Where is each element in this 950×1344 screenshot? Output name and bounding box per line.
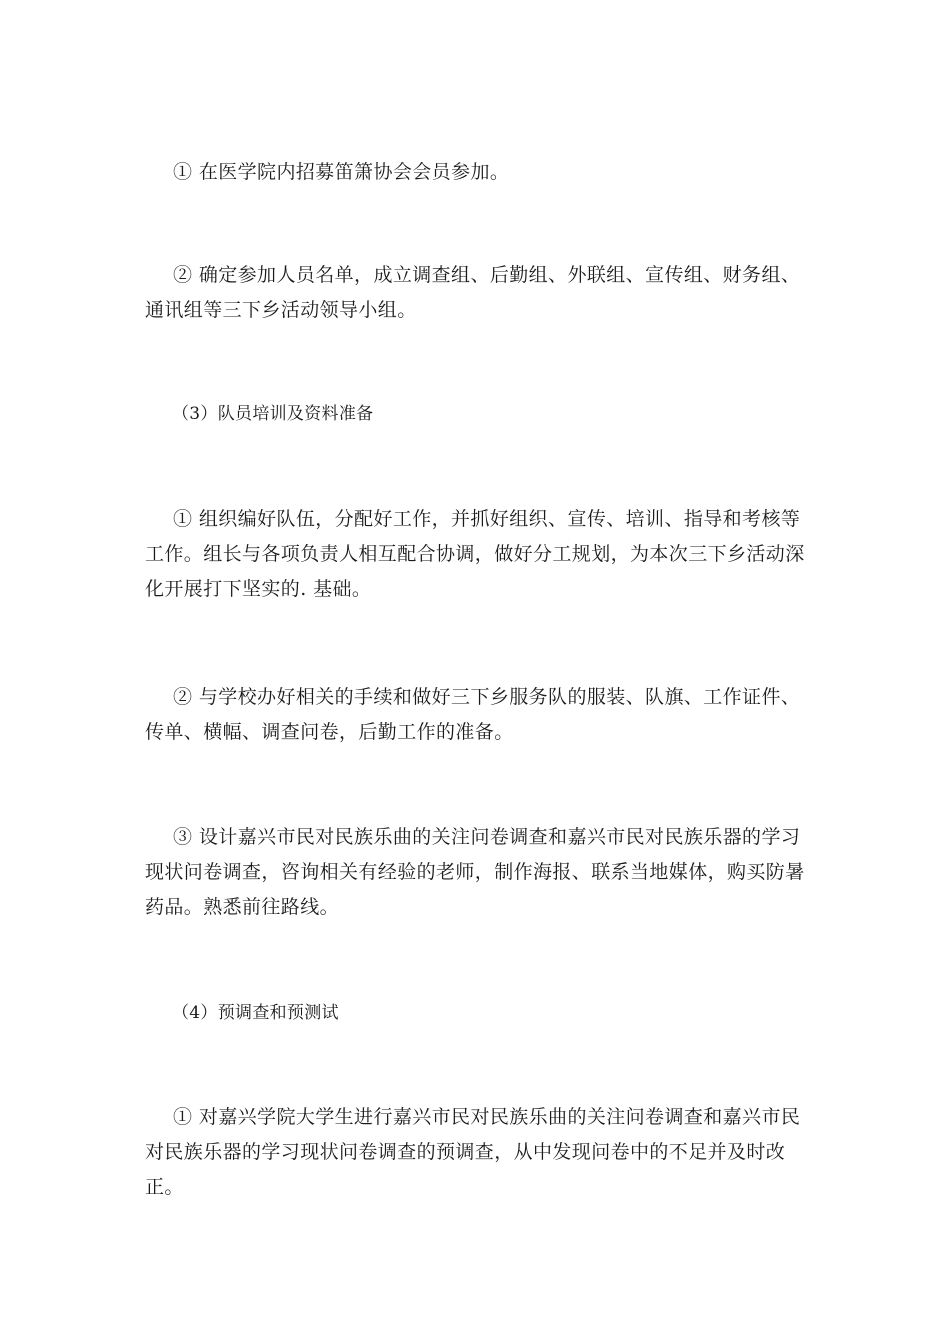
- paragraph-pre-survey: ① 对嘉兴学院大学生进行嘉兴市民对民族乐曲的关注问卷调查和嘉兴市民对民族乐器的学习现状问卷调查的预调查，从中发现问卷中的不足并及时改正。: [145, 1106, 801, 1198]
- paragraph-organize-team: ① 组织编好队伍，分配好工作，并抓好组织、宣传、培训、指导和考核等工作。组长与各项负责人相互配合协调，做好分工规划，为本次三下乡活动深化开展打下坚实的. 基础。: [145, 508, 805, 600]
- paragraph-form-groups: ② 确定参加人员名单，成立调查组、后勤组、外联组、宣传组、财务组、通讯组等三下乡活动领导小组。: [145, 264, 801, 321]
- paragraph-design-survey: ③ 设计嘉兴市民对民族乐曲的关注问卷调查和嘉兴市民对民族乐器的学习现状问卷调查，咨询相关有经验的老师，制作海报、联系当地媒体，购买防暑药品。熟悉前往路线。: [145, 826, 805, 918]
- paragraph-recruit-members: ① 在医学院内招募笛箫协会会员参加。: [173, 161, 510, 183]
- section-heading-training: （3）队员培训及资料准备: [172, 404, 374, 424]
- paragraph-school-procedures: ② 与学校办好相关的手续和做好三下乡服务队的服装、队旗、工作证件、传单、横幅、调查问卷，后勤工作的准备。: [145, 686, 801, 743]
- section-heading-pretest: （4）预调查和预测试: [172, 1003, 339, 1023]
